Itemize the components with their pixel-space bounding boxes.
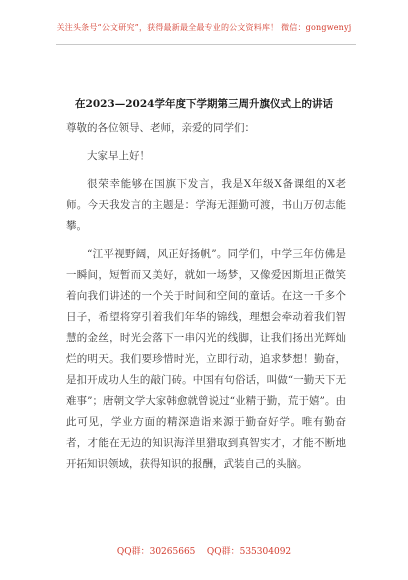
paragraph-intro: 很荣幸能够在国旗下发言，我是X年级X备课组的X老师。今天我发言的主题是：学海无涯勤可渡，书山万仞志能攀。 [66,178,346,232]
paragraph-main: “江平视野阔，风正好扬帆”。同学们，中学三年仿佛是一瞬间，短暂而又美好，就如一场梦，又像爱因斯坦正微笑着向我们讲述的一个关于时间和空间的童话。在这一千多个日子，希望将穿引着我们年华的锦线，理想会牵动着我们智慧的金丝，时光会落下一串闪光的线脚，让我们扬出光辉灿烂的明天。我们要珍惜时光，立即行动，追求梦想！勤奋，是扣开成功人生的敲门砖。中国有句俗话，叫做“一勤天下无难事”；唐朝文学大家韩愈就曾说过“业精于勤，荒于嬉”。由此可见，学业方面的精深造诣来源于勤奋好学。唯有勤奋者，才能在无边的知识海洋里猎取到真智实才，才能不断地开拓知识领域，获得知识的报酬，武装自己的头脑。 [66,248,346,470]
greeting: 大家早上好！ [87,150,150,162]
document-title: 在2023—2024学年度下学期第三周升旗仪式上的讲话 [75,98,333,110]
salutation: 尊敬的各位领导、老师，亲爱的同学们： [66,122,255,134]
document-body [66,118,346,475]
header-note: 关注头条号“公文研究”，获得最新最全最专业的公文资料库！ 微信：gongwenyj [56,23,352,32]
footer-contact: QQ群：30265665 QQ群：535304092 [116,547,292,557]
header-divider [56,44,356,45]
